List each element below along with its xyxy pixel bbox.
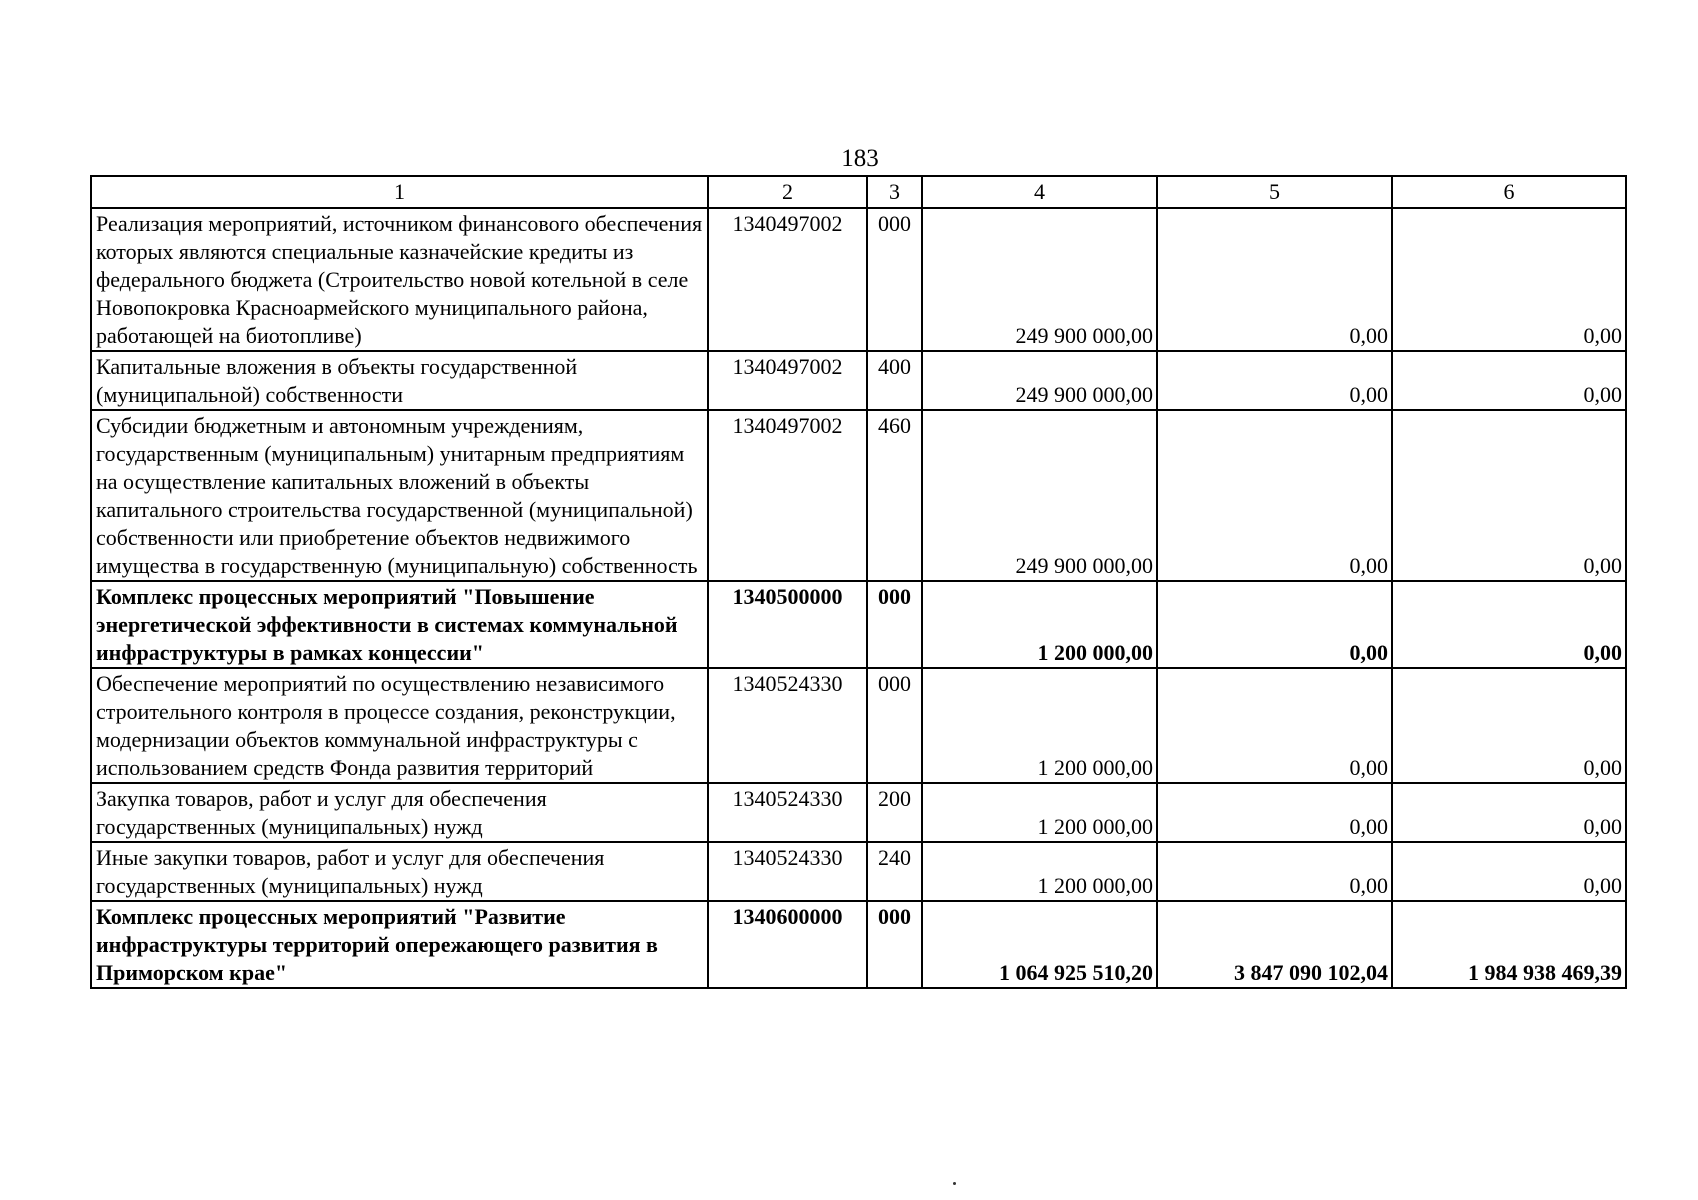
table-row	[91, 410, 1626, 581]
row-value-5-cell: 0,00	[1157, 351, 1392, 410]
row-value-6-cell: 0,00	[1392, 351, 1626, 410]
column-header-2: 2	[708, 176, 867, 208]
row-code-cell: 1340497002	[708, 351, 867, 410]
row-kind-cell: 000	[867, 901, 922, 988]
row-value-4-cell: 249 900 000,00	[922, 410, 1157, 581]
row-name-cell: Реализация мероприятий, источником финансового обеспечения которых являются специальные казначейские кредиты из федерального бюджета (Строительство новой котельной в селе Новопокровка Красноармейского муниципального района, работающей на биотопливе)	[91, 208, 708, 351]
table-row	[91, 842, 1626, 901]
row-name-cell: Закупка товаров, работ и услуг для обеспечения государственных (муниципальных) нужд	[91, 783, 708, 842]
row-value-5-cell: 3 847 090 102,04	[1157, 901, 1392, 988]
row-value-5-cell: 0,00	[1157, 842, 1392, 901]
row-kind-cell: 000	[867, 581, 922, 668]
row-value-5-cell: 0,00	[1157, 208, 1392, 351]
row-name-cell: Капитальные вложения в объекты государственной (муниципальной) собственности	[91, 351, 708, 410]
column-header-5: 5	[1157, 176, 1392, 208]
row-value-6-cell: 0,00	[1392, 842, 1626, 901]
row-value-5-cell: 0,00	[1157, 410, 1392, 581]
table-row	[91, 351, 1626, 410]
table-row	[91, 783, 1626, 842]
table-row	[91, 208, 1626, 351]
row-value-4-cell: 1 064 925 510,20	[922, 901, 1157, 988]
row-name-cell: Обеспечение мероприятий по осуществлению независимого строительного контроля в процессе создания, реконструкции, модернизации объектов коммунальной инфраструктуры с использованием средств Фонда развития территорий	[91, 668, 708, 783]
row-value-6-cell: 0,00	[1392, 783, 1626, 842]
row-value-4-cell: 1 200 000,00	[922, 783, 1157, 842]
scan-speck	[953, 1182, 956, 1185]
table-row	[91, 668, 1626, 783]
row-value-6-cell: 0,00	[1392, 410, 1626, 581]
row-name-cell: Иные закупки товаров, работ и услуг для обеспечения государственных (муниципальных) нужд	[91, 842, 708, 901]
row-value-5-cell: 0,00	[1157, 668, 1392, 783]
row-value-4-cell: 1 200 000,00	[922, 668, 1157, 783]
column-header-3: 3	[867, 176, 922, 208]
row-code-cell: 1340500000	[708, 581, 867, 668]
row-code-cell: 1340524330	[708, 783, 867, 842]
row-value-4-cell: 249 900 000,00	[922, 208, 1157, 351]
row-kind-cell: 460	[867, 410, 922, 581]
row-value-5-cell: 0,00	[1157, 581, 1392, 668]
row-kind-cell: 200	[867, 783, 922, 842]
page-number: 183	[841, 145, 879, 172]
row-name-cell: Комплекс процессных мероприятий "Повышение энергетической эффективности в системах коммунальной инфраструктуры в рамках концессии"	[91, 581, 708, 668]
row-value-4-cell: 249 900 000,00	[922, 351, 1157, 410]
row-value-6-cell: 0,00	[1392, 581, 1626, 668]
row-code-cell: 1340600000	[708, 901, 867, 988]
row-value-6-cell: 1 984 938 469,39	[1392, 901, 1626, 988]
column-header-6: 6	[1392, 176, 1626, 208]
row-kind-cell: 000	[867, 208, 922, 351]
row-code-cell: 1340524330	[708, 842, 867, 901]
row-code-cell: 1340497002	[708, 208, 867, 351]
row-code-cell: 1340524330	[708, 668, 867, 783]
table-header-row	[91, 176, 1626, 208]
row-value-6-cell: 0,00	[1392, 668, 1626, 783]
row-code-cell: 1340497002	[708, 410, 867, 581]
row-kind-cell: 000	[867, 668, 922, 783]
row-kind-cell: 400	[867, 351, 922, 410]
row-name-cell: Субсидии бюджетным и автономным учреждениям, государственным (муниципальным) унитарным предприятиям на осуществление капитальных вложений в объекты капитального строительства государственной (муниципальной) собственности или приобретение объектов недвижимого имущества в государственную (муниципальную) собственность	[91, 410, 708, 581]
row-value-4-cell: 1 200 000,00	[922, 581, 1157, 668]
row-value-6-cell: 0,00	[1392, 208, 1626, 351]
column-header-4: 4	[922, 176, 1157, 208]
row-kind-cell: 240	[867, 842, 922, 901]
table-row	[91, 901, 1626, 988]
row-value-5-cell: 0,00	[1157, 783, 1392, 842]
budget-table	[90, 175, 1627, 989]
table-row	[91, 581, 1626, 668]
row-value-4-cell: 1 200 000,00	[922, 842, 1157, 901]
column-header-1: 1	[91, 176, 708, 208]
row-name-cell: Комплекс процессных мероприятий "Развитие инфраструктуры территорий опережающего развития в Приморском крае"	[91, 901, 708, 988]
